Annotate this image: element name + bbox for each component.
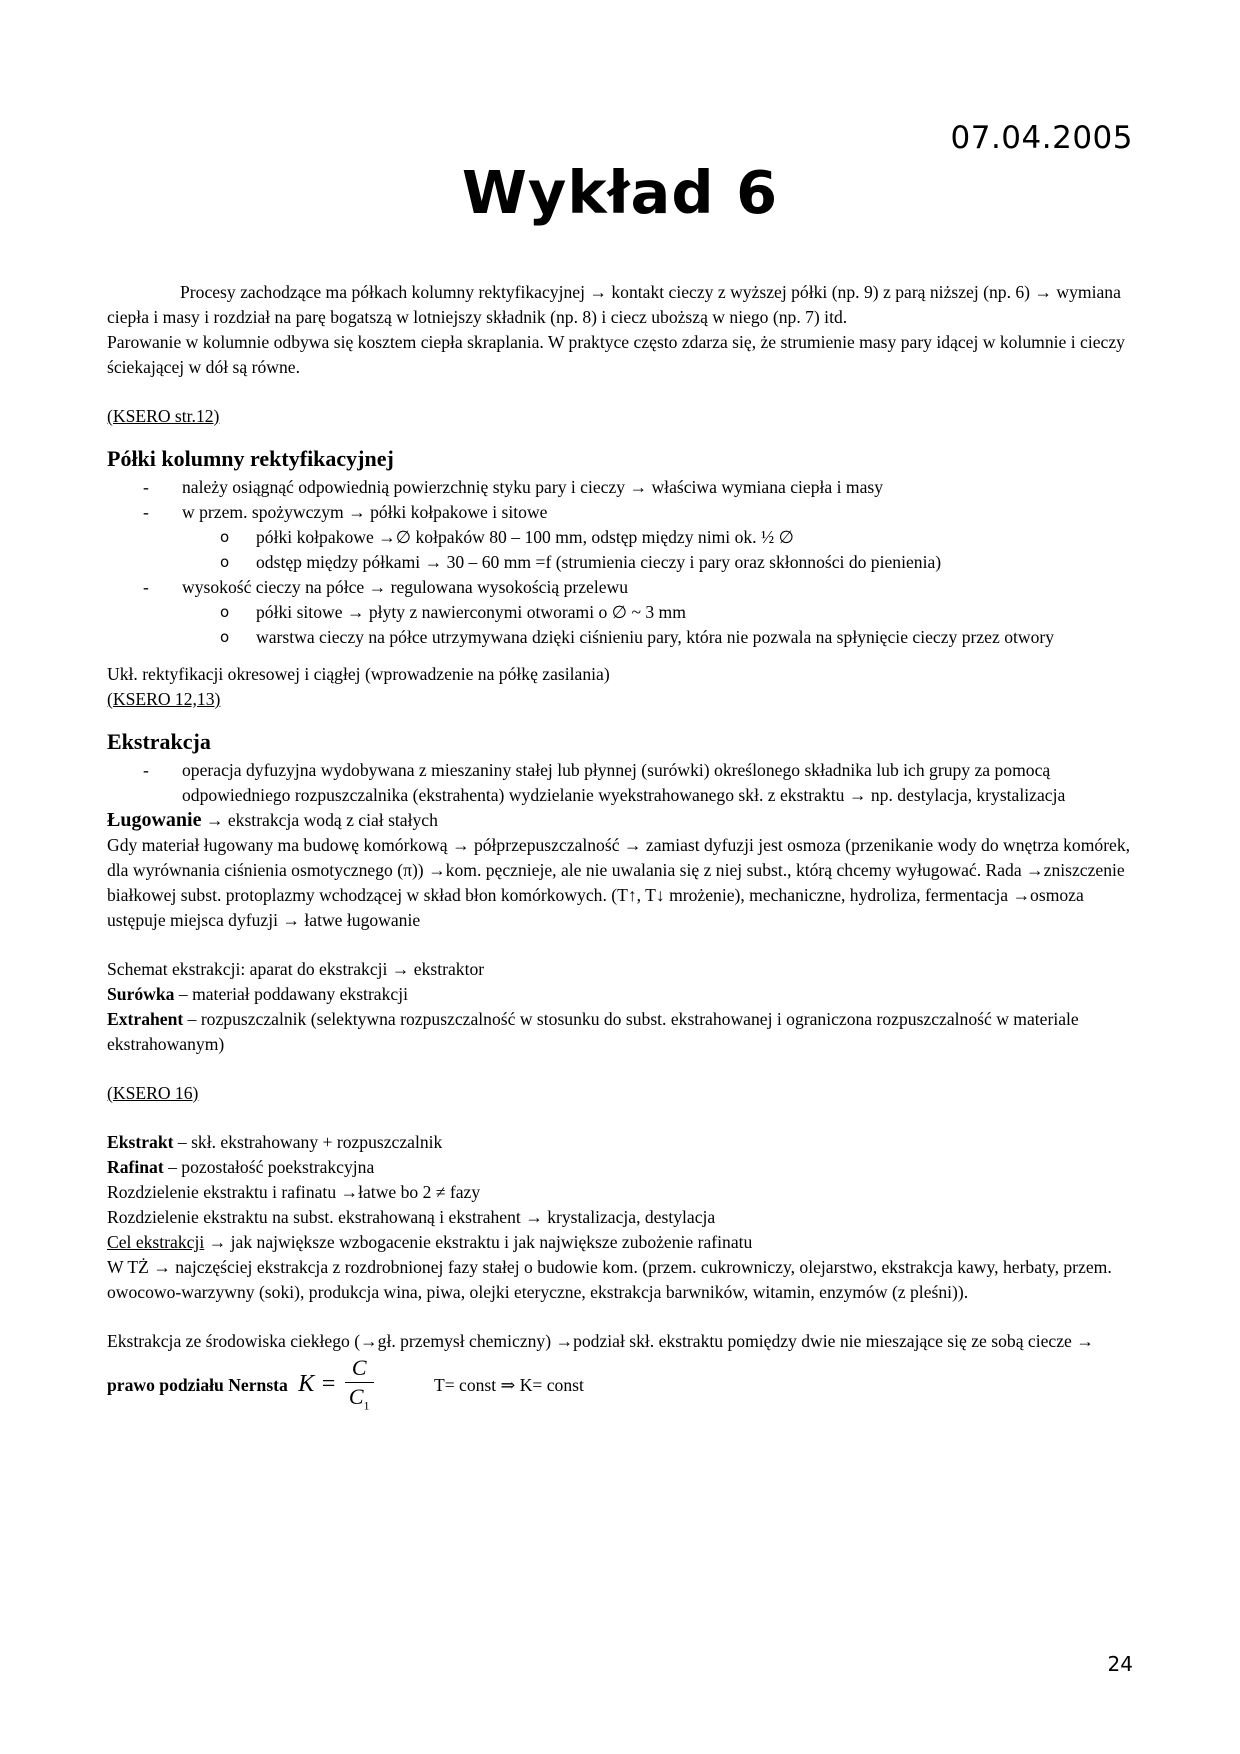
rectification-note: Ukł. rektyfikacji okresowej i ciągłej (wprowadzenie na półkę zasilania) — [107, 664, 610, 684]
rafinat-definition — [107, 1155, 1137, 1180]
document-body — [107, 280, 1137, 1419]
reference-ksero-12-13: (KSERO 12,13) — [107, 689, 221, 709]
nernst-paragraph — [107, 1329, 1137, 1419]
sub-list-item — [107, 550, 1137, 575]
sub-list-item — [107, 525, 1137, 550]
list-item — [107, 475, 1137, 500]
definition-text: → ekstrakcja wodą z ciał stałych — [201, 810, 438, 830]
ekstrakt-definition — [107, 1130, 1137, 1155]
definition-text: – rozpuszczalnik (selektywna rozpuszczalność w stosunku do subst. ekstrahowanej i ograniczona rozpuszczalność w materiale ekstrahowanym) — [107, 1009, 1079, 1054]
bullet-marker: - — [143, 760, 149, 780]
list-item-text: operacja dyfuzyjna wydobywana z mieszaniny stałej lub płynnej (surówki) określonego składnika lub ich grupy za pomocą odpowiedniego rozpuszczalnika (ekstrahenta) wydzielanie wyekstrahowanego skł. z ekstraktu → np. destylacja, krystalizacja — [182, 760, 1066, 805]
sub-bullet-marker: o — [220, 628, 230, 646]
formula-k: K = — [298, 1370, 337, 1397]
formula-numerator: C — [345, 1354, 374, 1383]
sub-bullet-marker: o — [220, 553, 230, 571]
term-rafinat: Rafinat — [107, 1157, 164, 1177]
ciekla-text: Ekstrakcja ze środowiska ciekłego (→gł. przemysł chemiczny) →podział skł. ekstraktu pomiędzy dwie nie mieszające się ze sobą ciecze → — [107, 1331, 1094, 1351]
term-ekstrakt: Ekstrakt — [107, 1132, 174, 1152]
surowka-definition — [107, 982, 1137, 1007]
list-item — [107, 575, 1137, 600]
term-cel-ekstrakcji: Cel ekstrakcji — [107, 1232, 205, 1252]
nernst-formula — [298, 1354, 373, 1419]
definition-text: – skł. ekstrahowany + rozpuszczalnik — [173, 1132, 443, 1152]
sub-bullet-marker: o — [220, 528, 230, 546]
list-item-text: należy osiągnąć odpowiednią powierzchnię styku pary i cieczy → właściwa wymiana ciepła i masy — [182, 477, 884, 497]
rozdzielenie-line-2: Rozdzielenie ekstraktu na subst. ekstrahowaną i ekstrahent → krystalizacja, destylacja — [107, 1207, 716, 1227]
formula-condition: T= const ⇒ K= const — [433, 1374, 584, 1395]
sub-bullet-marker: o — [220, 603, 230, 621]
extrahent-definition — [107, 1007, 1137, 1057]
sub-list-item — [107, 625, 1137, 650]
lecture-date: 07.04.2005 — [950, 120, 1133, 156]
page-title: Wykład 6 — [461, 158, 779, 227]
list-item — [107, 758, 1137, 808]
page-number: 24 — [1107, 1652, 1133, 1676]
formula-denominator — [345, 1383, 374, 1419]
sub-list-item-text: warstwa cieczy na półce utrzymywana dzięki ciśnieniu pary, która nie pozwala na spłynięcie cieczy przez otwory — [256, 627, 1055, 647]
term-extrahent: Extrahent — [107, 1009, 184, 1029]
sub-list-item-text: odstęp między półkami → 30 – 60 mm =f (strumienia cieczy i pary oraz skłonności do pienienia) — [256, 552, 942, 572]
bullet-marker: - — [143, 477, 149, 497]
intro-paragraph: Procesy zachodzące ma półkach kolumny rektyfikacyjnej → kontakt cieczy z wyższej półki (np. 9) z parą niższej (np. 6) → wymiana ciepła i masy i rozdział na parę bogatszą w lotniejszy składnik (np. 8) i ciecz uboższą w niego (np. 7) itd. — [107, 282, 1121, 327]
list-item-text: wysokość cieczy na półce → regulowana wysokością przelewu — [182, 577, 629, 597]
schemat-line: Schemat ekstrakcji: aparat do ekstrakcji → ekstraktor — [107, 959, 485, 979]
lugowanie-definition — [107, 808, 1137, 833]
bullet-marker: - — [143, 502, 149, 522]
bullet-marker: - — [143, 577, 149, 597]
section-heading-polki: Półki kolumny rektyfikacyjnej — [107, 446, 394, 471]
definition-text: – materiał poddawany ekstrakcji — [174, 984, 408, 1004]
sub-list-item — [107, 600, 1137, 625]
sub-list-item-text: półki sitowe → płyty z nawierconymi otworami o ∅ ~ 3 mm — [256, 602, 686, 622]
definition-text: → jak największe wzbogacenie ekstraktu i jak największe zubożenie rafinatu — [204, 1232, 753, 1252]
reference-ksero-16: (KSERO 16) — [107, 1083, 199, 1103]
sub-list-item-text: półki kołpakowe →∅ kołpaków 80 – 100 mm, odstęp między nimi ok. ½ ∅ — [256, 527, 794, 547]
term-surowka: Surówka — [107, 984, 175, 1004]
list-item-text: w przem. spożywczym → półki kołpakowe i sitowe — [182, 502, 548, 522]
intro-paragraph-2: Parowanie w kolumnie odbywa się kosztem ciepła skraplania. W praktyce często zdarza się, że strumienie masy pary idącej w kolumnie i cieczy ściekającej w dół są równe. — [107, 332, 1125, 377]
formula-den-var: C — [348, 1384, 364, 1409]
wtz-paragraph: W TŻ → najczęściej ekstrakcja z rozdrobnionej fazy stałej o budowie kom. (przem. cukrowniczy, olejarstwo, ekstrakcja kawy, herbaty, przem. owocowo-warzywny (soki), produkcja wina, piwa, olejki eteryczne, ekstrakcja barwników, witamin, enzymów (z pleśni)). — [107, 1257, 1112, 1302]
list-item — [107, 500, 1137, 525]
term-lugowanie: Ługowanie — [107, 809, 202, 831]
cel-ekstrakcji-line — [107, 1230, 1137, 1255]
formula-fraction — [345, 1354, 374, 1419]
formula-subscript: 1 — [363, 1398, 370, 1413]
rozdzielenie-line-1: Rozdzielenie ekstraktu i rafinatu →łatwe bo 2 ≠ fazy — [107, 1182, 481, 1202]
section-heading-ekstrakcja: Ekstrakcja — [107, 729, 211, 754]
nernst-law-label: prawo podziału Nernsta — [107, 1374, 288, 1395]
lugowanie-paragraph: Gdy materiał ługowany ma budowę komórkową → półprzepuszczalność → zamiast dyfuzji jest osmoza (przenikanie wody do wnętrza komórek, dla wyrównania ciśnienia osmotycznego (π)) →kom. pęcznieje, ale nie uwalania się z niej subst., którą chcemy wyługować. Rada →zniszczenie białkowej subst. protoplazmy wchodzącej w skład błon komórkowych. (T↑, T↓ mrożenie), mechaniczne, hydroliza, fermentacja →osmoza ustępuje miejsca dyfuzji → łatwe ługowanie — [107, 835, 1131, 930]
definition-text: – pozostałość poekstrakcyjna — [163, 1157, 375, 1177]
reference-ksero-str12: (KSERO str.12) — [107, 406, 220, 426]
